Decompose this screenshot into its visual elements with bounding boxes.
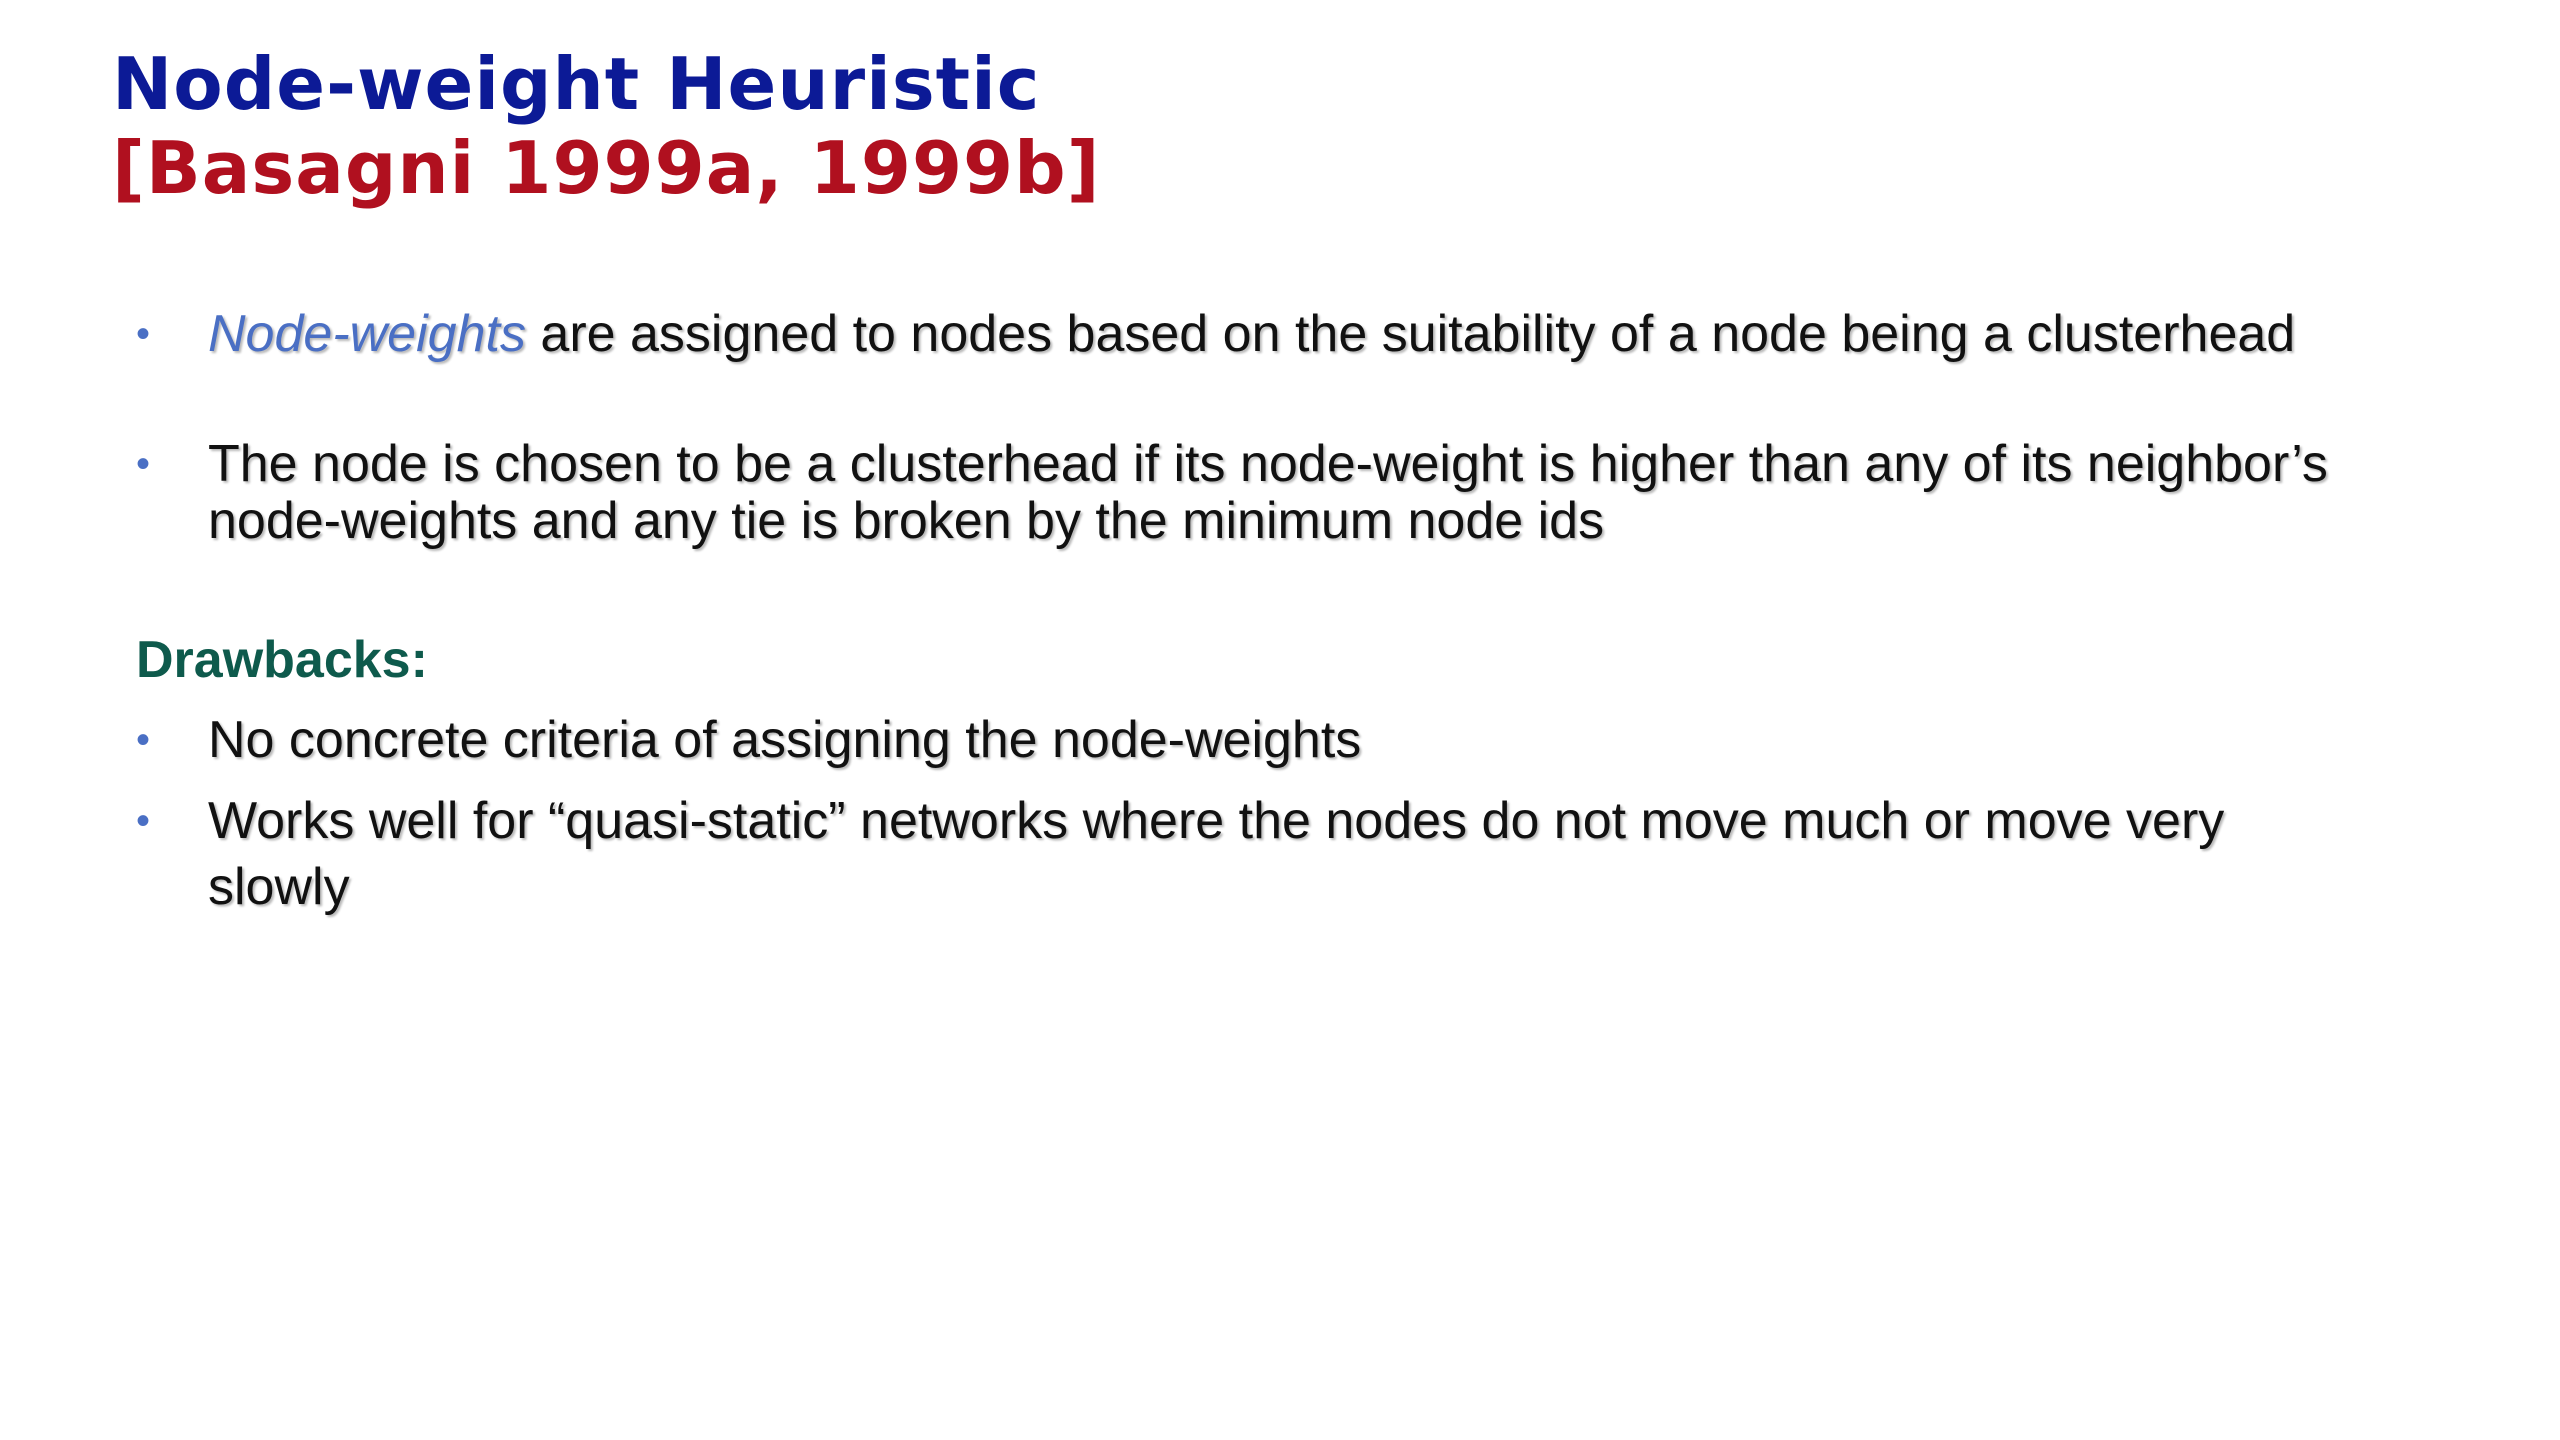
bullet-item	[136, 435, 2338, 550]
bullet-text: The node is chosen to be a clusterhead if its node-weight is higher than any of its neighbor’s node-weights and any tie is broken by the minimum node ids	[208, 435, 2328, 550]
drawback-item	[136, 788, 2338, 920]
bullet-item	[136, 305, 2338, 363]
drawback-item	[136, 711, 2338, 769]
drawbacks-heading: Drawbacks:	[136, 631, 428, 689]
bullet-text: are assigned to nodes based on the suitability of a node being a clusterhead	[525, 305, 2296, 363]
bullet-dot-icon: •	[136, 312, 151, 356]
emphasized-term: Node-weights	[208, 305, 526, 363]
drawback-text: Works well for “quasi-static” networks where the nodes do not move much or move very slowly	[208, 792, 2225, 916]
bullet-dot-icon: •	[136, 442, 151, 486]
title-main: Node-weight Heuristic	[112, 42, 1041, 126]
bullet-dot-icon: •	[136, 799, 151, 843]
slide-title	[112, 42, 1101, 210]
bullet-dot-icon: •	[136, 718, 151, 762]
title-citation: [Basagni 1999a, 1999b]	[112, 126, 1101, 210]
drawback-text: No concrete criteria of assigning the node-weights	[208, 711, 1362, 769]
